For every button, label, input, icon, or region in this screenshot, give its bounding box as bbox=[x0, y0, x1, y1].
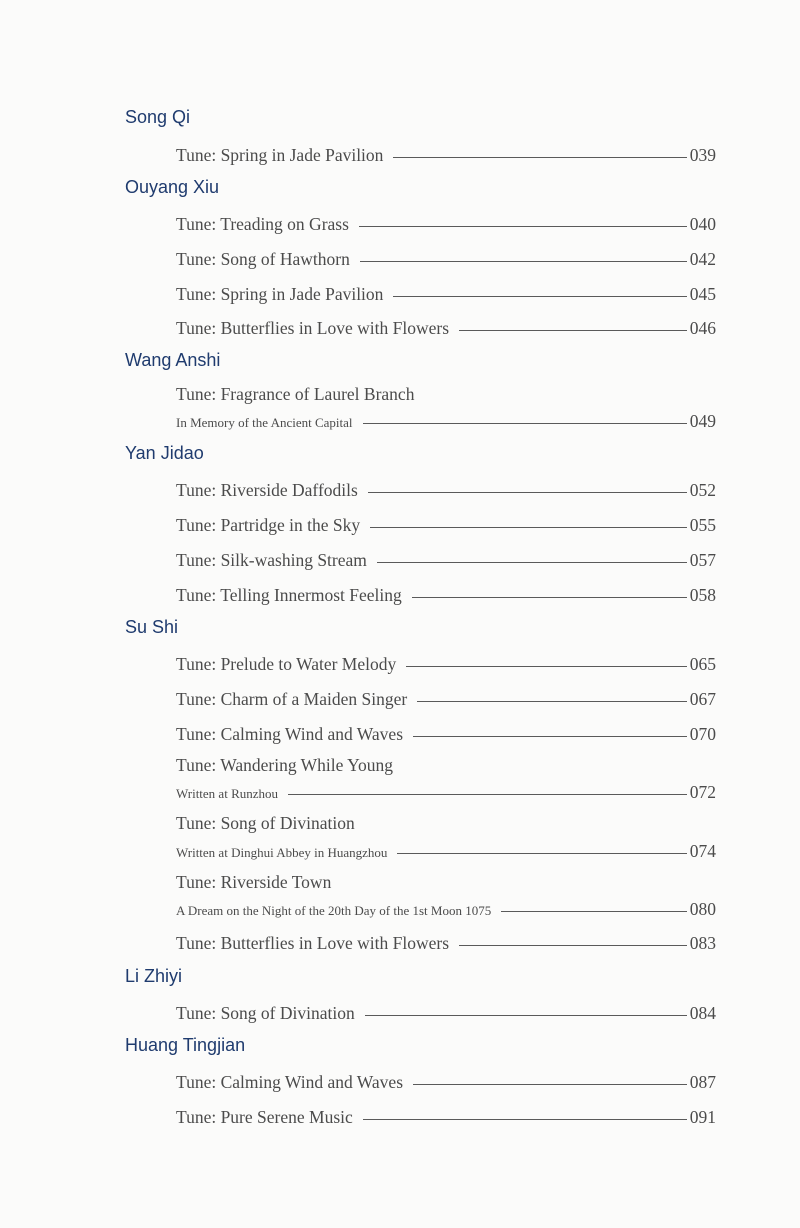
entry-title: Tune: Calming Wind and Waves bbox=[176, 724, 404, 744]
entry-title: Tune: Pure Serene Music bbox=[176, 1107, 353, 1127]
dot-leader bbox=[393, 296, 686, 297]
dot-leader bbox=[370, 527, 687, 528]
page-number: 057 bbox=[689, 550, 716, 570]
page-number: 083 bbox=[689, 933, 716, 953]
dot-leader bbox=[363, 423, 687, 424]
dot-leader bbox=[406, 666, 687, 667]
entry-title: Tune: Song of Divination bbox=[176, 1003, 355, 1023]
toc-entry[interactable] bbox=[176, 927, 716, 953]
page-number: 080 bbox=[689, 899, 716, 919]
page-number: 067 bbox=[689, 689, 716, 709]
dot-leader bbox=[417, 701, 687, 702]
toc-entry[interactable] bbox=[176, 278, 716, 304]
page-number: 091 bbox=[689, 1107, 716, 1127]
entry-title: Tune: Treading on Grass bbox=[176, 214, 349, 234]
toc-entry[interactable] bbox=[176, 776, 716, 802]
entry-title[interactable]: Tune: Song of Divination bbox=[176, 813, 355, 833]
page-number: 074 bbox=[689, 841, 716, 861]
author-heading: Wang Anshi bbox=[125, 350, 221, 370]
page-number: 084 bbox=[689, 1003, 716, 1023]
entry-title: Tune: Silk-washing Stream bbox=[176, 550, 367, 570]
toc-entry[interactable] bbox=[176, 544, 716, 570]
dot-leader bbox=[393, 157, 686, 158]
dot-leader bbox=[397, 853, 686, 854]
page-number: 046 bbox=[689, 318, 716, 338]
toc-entry[interactable] bbox=[176, 683, 716, 709]
toc-entry[interactable] bbox=[176, 893, 716, 919]
page-number: 065 bbox=[689, 654, 716, 674]
toc-entry[interactable] bbox=[176, 208, 716, 234]
entry-title[interactable]: Tune: Wandering While Young bbox=[176, 755, 394, 775]
entry-title: Tune: Butterflies in Love with Flowers bbox=[176, 933, 450, 953]
toc-entry[interactable] bbox=[176, 474, 716, 500]
entry-title[interactable]: Tune: Fragrance of Laurel Branch bbox=[176, 384, 415, 404]
entry-title: Tune: Spring in Jade Pavilion bbox=[176, 145, 384, 165]
entry-title: Tune: Telling Innermost Feeling bbox=[176, 585, 402, 605]
page-number: 055 bbox=[689, 515, 716, 535]
entry-title[interactable]: Tune: Riverside Town bbox=[176, 872, 332, 892]
dot-leader bbox=[368, 492, 687, 493]
dot-leader bbox=[501, 911, 687, 912]
page-number: 072 bbox=[689, 782, 716, 802]
page-number: 040 bbox=[689, 214, 716, 234]
dot-leader bbox=[412, 597, 687, 598]
toc-entry[interactable] bbox=[176, 997, 716, 1023]
toc-entry[interactable] bbox=[176, 1101, 716, 1127]
entry-title: Tune: Prelude to Water Melody bbox=[176, 654, 397, 674]
dot-leader bbox=[365, 1015, 687, 1016]
entry-subtitle: Written at Runzhou bbox=[176, 786, 279, 801]
dot-leader bbox=[359, 226, 687, 227]
page-number: 087 bbox=[689, 1072, 716, 1092]
entry-title: Tune: Spring in Jade Pavilion bbox=[176, 284, 384, 304]
author-heading: Su Shi bbox=[125, 617, 179, 637]
entry-title: Tune: Song of Hawthorn bbox=[176, 249, 350, 269]
entry-title: Tune: Charm of a Maiden Singer bbox=[176, 689, 408, 709]
entry-subtitle: Written at Dinghui Abbey in Huangzhou bbox=[176, 845, 388, 860]
author-heading: Ouyang Xiu bbox=[125, 177, 220, 197]
toc-entry[interactable] bbox=[176, 312, 716, 338]
toc-entry[interactable] bbox=[176, 579, 716, 605]
page-number: 070 bbox=[689, 724, 716, 744]
dot-leader bbox=[459, 330, 687, 331]
entry-title: Tune: Calming Wind and Waves bbox=[176, 1072, 404, 1092]
entry-subtitle: In Memory of the Ancient Capital bbox=[176, 415, 353, 430]
page-number: 042 bbox=[689, 249, 716, 269]
author-heading: Song Qi bbox=[125, 107, 191, 127]
dot-leader bbox=[360, 261, 687, 262]
author-heading: Yan Jidao bbox=[125, 443, 204, 463]
dot-leader bbox=[288, 794, 687, 795]
page-number: 045 bbox=[689, 284, 716, 304]
toc-entry[interactable] bbox=[176, 139, 716, 165]
entry-title: Tune: Partridge in the Sky bbox=[176, 515, 361, 535]
page-number: 052 bbox=[689, 480, 716, 500]
author-heading: Huang Tingjian bbox=[125, 1035, 246, 1055]
toc-entry[interactable] bbox=[176, 718, 716, 744]
dot-leader bbox=[459, 945, 687, 946]
toc-entry[interactable] bbox=[176, 509, 716, 535]
toc-entry[interactable] bbox=[176, 243, 716, 269]
toc-entry[interactable] bbox=[176, 405, 716, 431]
dot-leader bbox=[363, 1119, 687, 1120]
page-number: 049 bbox=[689, 411, 716, 431]
toc-entry[interactable] bbox=[176, 1066, 716, 1092]
entry-title: Tune: Riverside Daffodils bbox=[176, 480, 358, 500]
page-number: 039 bbox=[689, 145, 716, 165]
entry-title: Tune: Butterflies in Love with Flowers bbox=[176, 318, 450, 338]
author-heading: Li Zhiyi bbox=[125, 966, 183, 986]
page-number: 058 bbox=[689, 585, 716, 605]
entry-subtitle: A Dream on the Night of the 20th Day of the 1st Moon 1075 bbox=[176, 903, 492, 918]
dot-leader bbox=[377, 562, 687, 563]
toc-entry[interactable] bbox=[176, 648, 716, 674]
dot-leader bbox=[413, 1084, 687, 1085]
dot-leader bbox=[413, 736, 687, 737]
toc-entry[interactable] bbox=[176, 835, 716, 861]
